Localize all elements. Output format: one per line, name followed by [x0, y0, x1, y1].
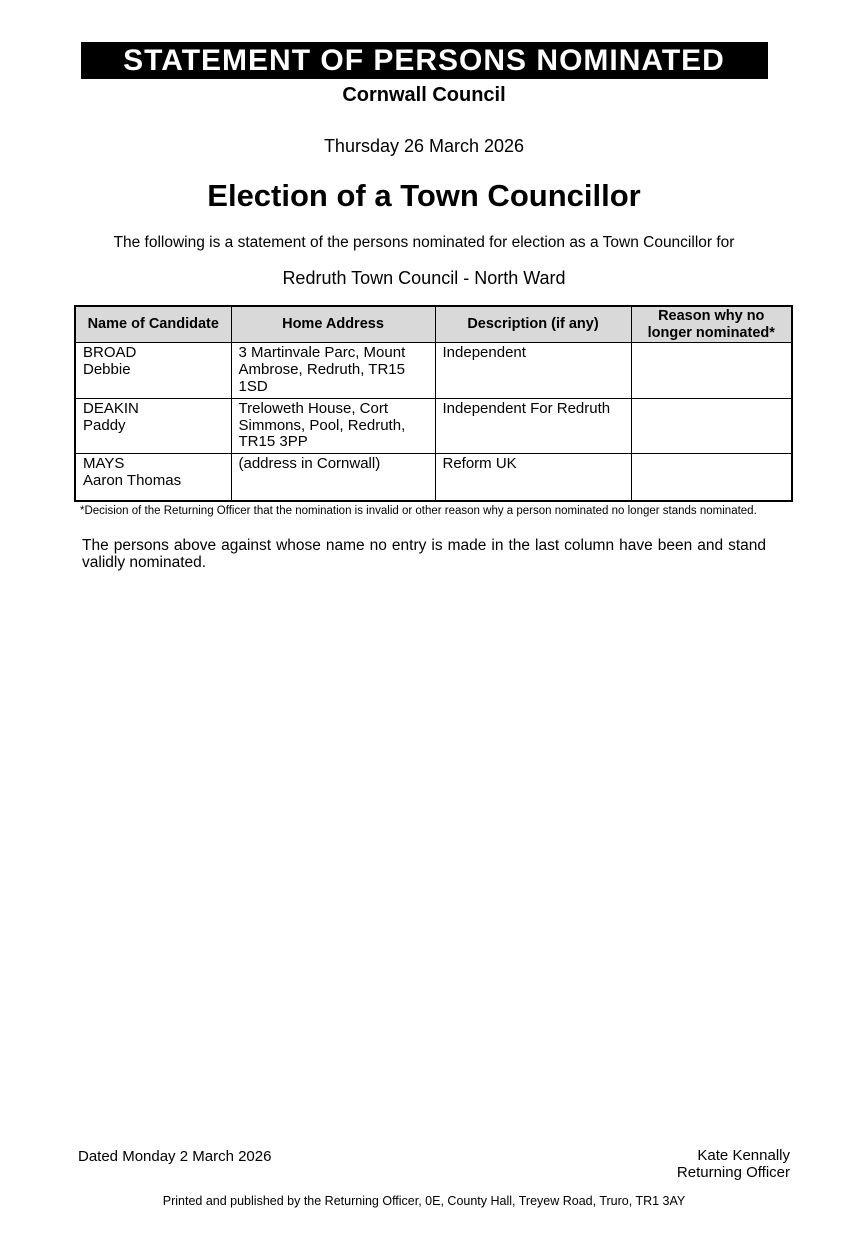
officer-name: Kate Kennally: [697, 1147, 790, 1164]
home-address-cell: Treloweth House, Cort Simmons, Pool, Redruth, TR15 3PP: [231, 398, 435, 453]
candidate-surname: DEAKIN: [83, 399, 139, 417]
candidate-surname: MAYS: [83, 455, 125, 473]
table-footnote: *Decision of the Returning Officer that the nomination is invalid or other reason why a person nominated no longer stands nominated.: [80, 504, 757, 517]
reason-cell: [631, 454, 792, 501]
column-header-description: Description (if any): [435, 306, 631, 343]
description-cell: Independent For Redruth: [435, 398, 631, 453]
printed-published-line: Printed and published by the Returning Officer, 0E, County Hall, Treyew Road, Truro, TR1 3AY: [162, 1194, 686, 1208]
candidate-name-cell: [75, 398, 231, 453]
candidate-forename: Aaron Thomas: [83, 471, 182, 489]
table-row: [75, 343, 792, 398]
officer-signature-block: [677, 1148, 790, 1182]
column-header-reason: Reason why no longer nominated*: [631, 306, 792, 343]
election-title: Election of a Town Councillor: [207, 178, 641, 213]
candidate-forename: Paddy: [83, 416, 126, 434]
home-address-cell: (address in Cornwall): [231, 454, 435, 501]
banner-title: STATEMENT OF PERSONS NOMINATED: [123, 43, 725, 77]
document-page: [0, 42, 848, 1242]
table-row: [75, 398, 792, 453]
column-header-name: Name of Candidate: [75, 306, 231, 343]
election-date: Thursday 26 March 2026: [323, 136, 525, 156]
candidate-forename: Debbie: [83, 361, 131, 379]
dated-line: Dated Monday 2 March 2026: [78, 1148, 272, 1165]
description-cell: Independent: [435, 343, 631, 398]
candidate-name-cell: [75, 454, 231, 501]
column-header-address: Home Address: [231, 306, 435, 343]
candidate-surname: BROAD: [83, 344, 137, 362]
reason-cell: [631, 398, 792, 453]
officer-title: Returning Officer: [676, 1163, 790, 1181]
ward-name: Redruth Town Council - North Ward: [282, 268, 566, 288]
candidate-name-cell: [75, 343, 231, 398]
home-address-cell: 3 Martinvale Parc, Mount Ambrose, Redruth, TR15 1SD: [231, 343, 435, 398]
footer: [78, 1148, 790, 1182]
statement-intro: The following is a statement of the persons nominated for election as a Town Councillor for: [113, 234, 735, 251]
authority-name: Cornwall Council: [342, 84, 506, 106]
validity-statement: The persons above against whose name no entry is made in the last column have been and stand validly nominated.: [82, 536, 766, 572]
table-header-row: [75, 306, 792, 343]
nominations-table: [74, 305, 793, 502]
table-row: [75, 454, 792, 501]
reason-cell: [631, 343, 792, 398]
statement-banner: [81, 42, 768, 79]
description-cell: Reform UK: [435, 454, 631, 501]
